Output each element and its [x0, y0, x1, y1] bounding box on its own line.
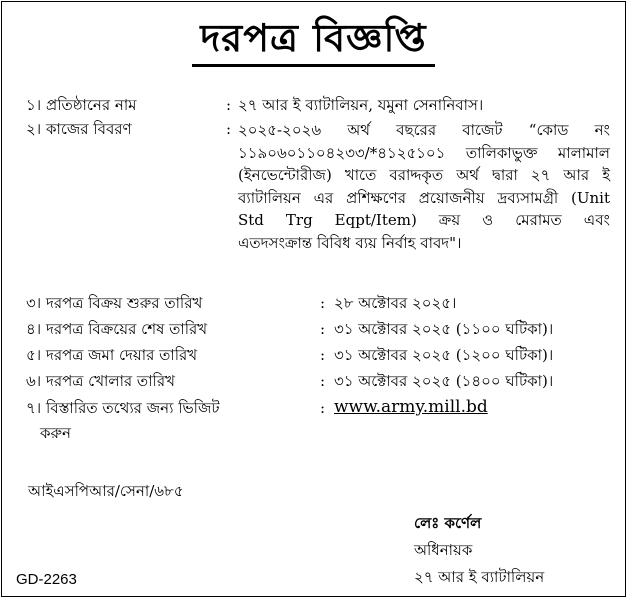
notice-title: দরপত্র বিজ্ঞপ্তি: [192, 16, 434, 67]
description-line: ১১৯০৬০১১০৪২৩৩/*৪১২৫১০১ তালিকাভুক্ত মালামাল: [238, 143, 610, 162]
item-label: প্রতিষ্ঠানের নাম: [46, 96, 137, 114]
signatory-unit: ২৭ আর ই ব্যাটালিয়ন: [414, 568, 545, 586]
item-value: ৩১ অক্টোবর ২০২৫ (১২০০ ঘটিকা)।: [334, 346, 554, 364]
signatory-role: অধিনায়ক: [414, 541, 473, 559]
gd-code: GD-2263: [16, 571, 77, 588]
item-label: দরপত্র খোলার তারিখ: [46, 372, 175, 390]
item-label: বিস্তারিত তথ্যের জন্য ভিজিট: [46, 399, 220, 417]
item-value: ২৭ আর ই ব্যাটালিয়ন, যমুনা সেনানিবাস।: [238, 96, 484, 114]
notice-frame: [1, 1, 626, 597]
item-colon: :: [320, 294, 326, 312]
description-line: Std Trg Eqpt/Item) ক্রয় ও মেরামত এবং: [238, 211, 610, 229]
website-link[interactable]: www.army.mill.bd: [334, 397, 488, 417]
item-value: ৩১ অক্টোবর ২০২৫ (১৪০০ ঘটিকা)।: [334, 372, 554, 390]
item-number: ৭।: [26, 399, 42, 417]
item-colon: :: [320, 320, 326, 338]
item-label: দরপত্র জমা দেয়ার তারিখ: [46, 346, 198, 364]
item-colon: :: [320, 399, 326, 417]
title-wrap: [2, 16, 625, 67]
item-number: ২।: [26, 120, 42, 138]
item-value: ৩১ অক্টোবর ২০২৫ (১১০০ ঘটিকা)।: [334, 320, 554, 338]
item-label: দরপত্র বিক্রয়ের শেষ তারিখ: [46, 320, 208, 338]
reference-number: আইএসপিআর/সেনা/৬৮৫: [28, 482, 184, 500]
description-line: এতদসংক্রান্ত বিবিধ ব্যয় নির্বাহ বাবদ"।: [238, 233, 462, 252]
work-description: [238, 119, 610, 254]
item-number: ৫।: [26, 346, 42, 364]
description-line: ব্যাটালিয়ন এর প্রশিক্ষণের প্রয়োজনীয় দ্রব্যসামগ্রী (Unit: [238, 188, 610, 207]
description-line: (ইনভেন্টোরীজ) খাতে বরাদ্দকৃত অর্থ দ্বারা ২৭ আর ই: [238, 166, 610, 184]
item-label: কাজের বিবরণ: [46, 120, 132, 138]
item-number: ৩।: [26, 294, 42, 312]
item-colon: :: [226, 120, 232, 138]
item-label-continuation: করুন: [40, 424, 71, 442]
item-colon: :: [226, 96, 232, 114]
item-value: ২৮ অক্টোবর ২০২৫।: [334, 294, 457, 312]
item-number: ৬।: [26, 372, 42, 390]
item-label: দরপত্র বিক্রয় শুরুর তারিখ: [46, 294, 203, 312]
item-number: ১।: [26, 96, 42, 114]
signatory-rank: লেঃ কর্ণেল: [414, 514, 482, 532]
item-colon: :: [320, 372, 326, 390]
item-number: ৪।: [26, 320, 42, 338]
description-line: ২০২৫-২০২৬ অর্থ বছরের বাজেট “কোড নং: [238, 121, 610, 139]
item-colon: :: [320, 346, 326, 364]
